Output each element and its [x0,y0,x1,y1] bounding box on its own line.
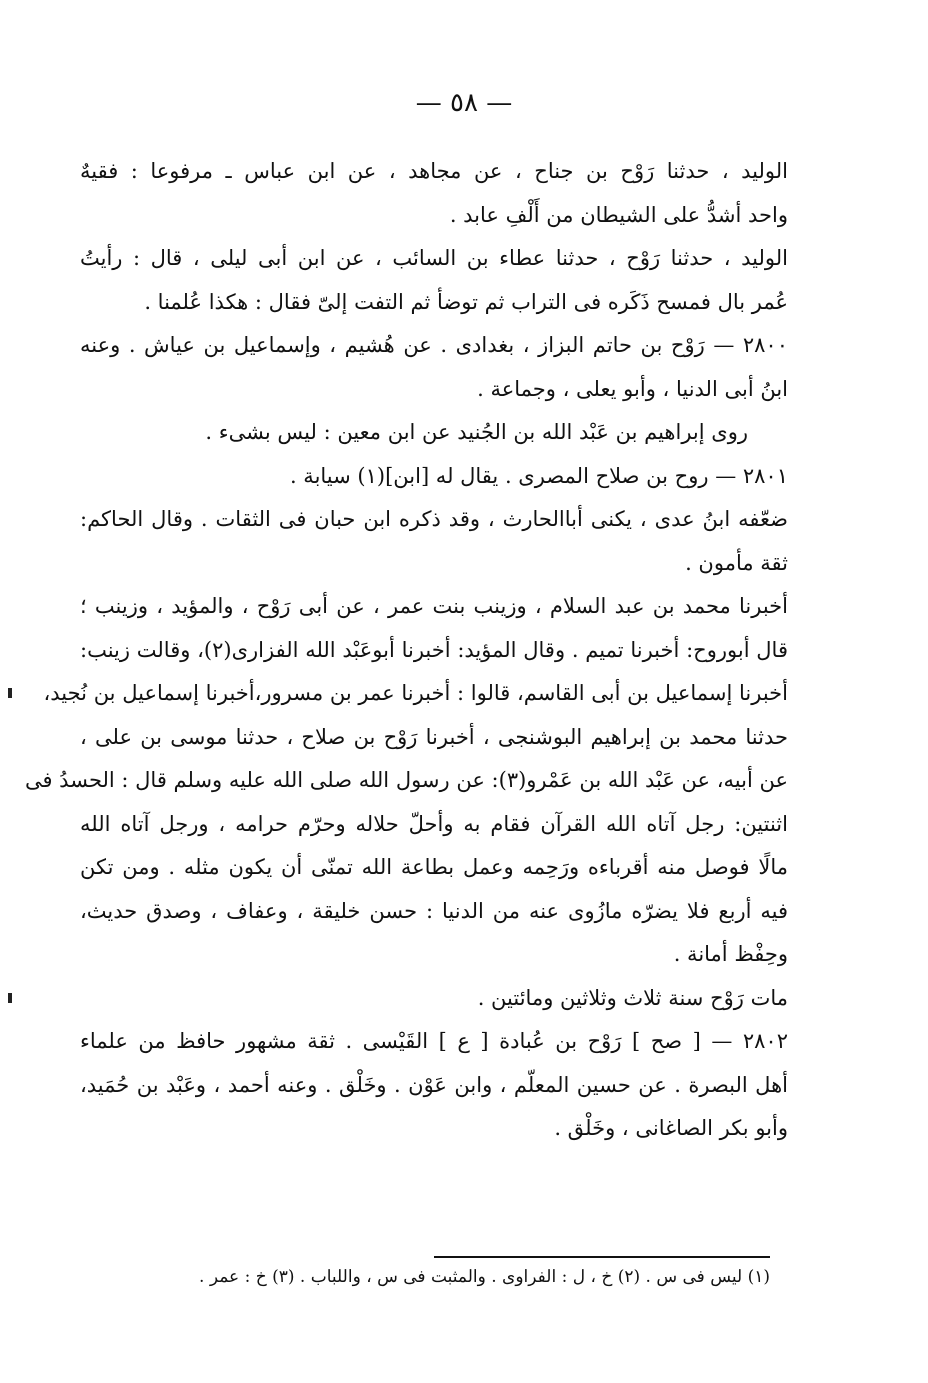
text-line: أهل البصرة . عن حسين المعلّم ، وابن عَوْن . وخَلْق . وعنه أحمد ، وعَبْد بن حُمَيد، [80,1072,788,1097]
text-line: ابنُ أبى الدنيا ، وأبو يعلى ، وجماعة . [477,376,788,401]
page-number: — ٥٨ — [415,88,513,118]
text-line: عن أبيه، عن عَبْد الله بن عَمْرو(٣): عن رسول الله صلى الله عليه وسلم قال : الحسدُ فى [24,768,788,792]
text-line: فيه أربع فلا يضرّه مازُوى عنه من الدنيا : حسن خليقة ، وعفاف ، وصدق حديث، [80,898,788,923]
scan-speck [8,688,12,698]
text-line: أخبرنا إسماعيل بن أبى القاسم، قالوا : أخبرنا عمر بن مسرور،أخبرنا إسماعيل بن نُجيد، [43,681,788,705]
text-line: مالًا فوصل منه أقرباءه ورَحِمه وعمل بطاعة الله تمنّى أن يكون مثله . ومن تكن [80,855,788,879]
text-line: أخبرنا محمد بن عبد السلام ، وزينب بنت عمر ، عن أبى رَوْح ، والمؤيد ، وزينب ؛ [80,594,788,618]
text-line: عُمر بال فمسح ذَكَره فى التراب ثم توضأ ثم التفت إلىّ فقال : هكذا عُلمنا . [144,289,788,314]
footnotes: (١) ليس فى س . (٢) خ ، ل : الفراوى . والمثبت فى س ، واللباب . (٣) خ : عمر . [199,1267,770,1287]
entry-2802-heading: ٢٨٠٢ — [ صح ] رَوْح بن عُبادة [ ع ] القَيْسى . ثقة مشهور حافظ من علماء [80,1029,788,1053]
text-line: الوليد ، حدثنا رَوْح بن جناح ، عن مجاهد ، عن ابن عباس ـ مرفوعا : فقيهٌ [80,159,788,183]
text-line: الوليد ، حدثنا رَوْح ، حدثنا عطاء بن السائب ، عن ابن أبى ليلى ، قال : رأيتُ [80,246,788,270]
text-line: مات رَوْح سنة ثلاث وثلاثين ومائتين . [477,985,788,1010]
text-line: روى إبراهيم بن عَبْد الله بن الجُنيد عن ابن معين : ليس بشىء . [205,420,748,444]
entry-2801-heading: ٢٨٠١ — روح بن صلاح المصرى . يقال له [ابن](١) سيابة . [289,463,788,488]
text-line: اثنتين: رجل آتاه الله القرآن فقام به وأحلّ حلاله وحرّم حرامه ، ورجل آتاه الله [80,811,788,836]
text-line: حدثنا محمد بن إبراهيم البوشنجى ، أخبرنا رَوْح بن صلاح ، حدثنا موسى بن على ، [80,724,788,749]
text-line: وحِفْظ أمانة . [673,942,788,966]
text-line: قال أبوروح: أخبرنا تميم . وقال المؤيد: أخبرنا أبوعَبْد الله الفزارى(٢)، وقالت زينب: [80,637,788,662]
main-text [24,150,788,1151]
text-line: ضعّفه ابنُ عدى ، يكنى أباالحارث ، وقد ذكره ابن حبان فى الثقات . وقال الحاكم: [80,507,788,531]
scan-speck [8,993,12,1003]
text-line: ثقة مأمون . [685,550,788,575]
footnote-divider [434,1256,770,1258]
text-line: واحد أشدُّ على الشيطان من أَلْفِ عابد . [449,202,788,227]
entry-2800-heading: ٢٨٠٠ — رَوْح بن حاتم البزاز ، بغدادى . عن هُشيم ، وإسماعيل بن عياش . وعنه [80,333,788,357]
text-line: وأبو بكر الصاغانى ، وخَلْق . [554,1116,788,1140]
